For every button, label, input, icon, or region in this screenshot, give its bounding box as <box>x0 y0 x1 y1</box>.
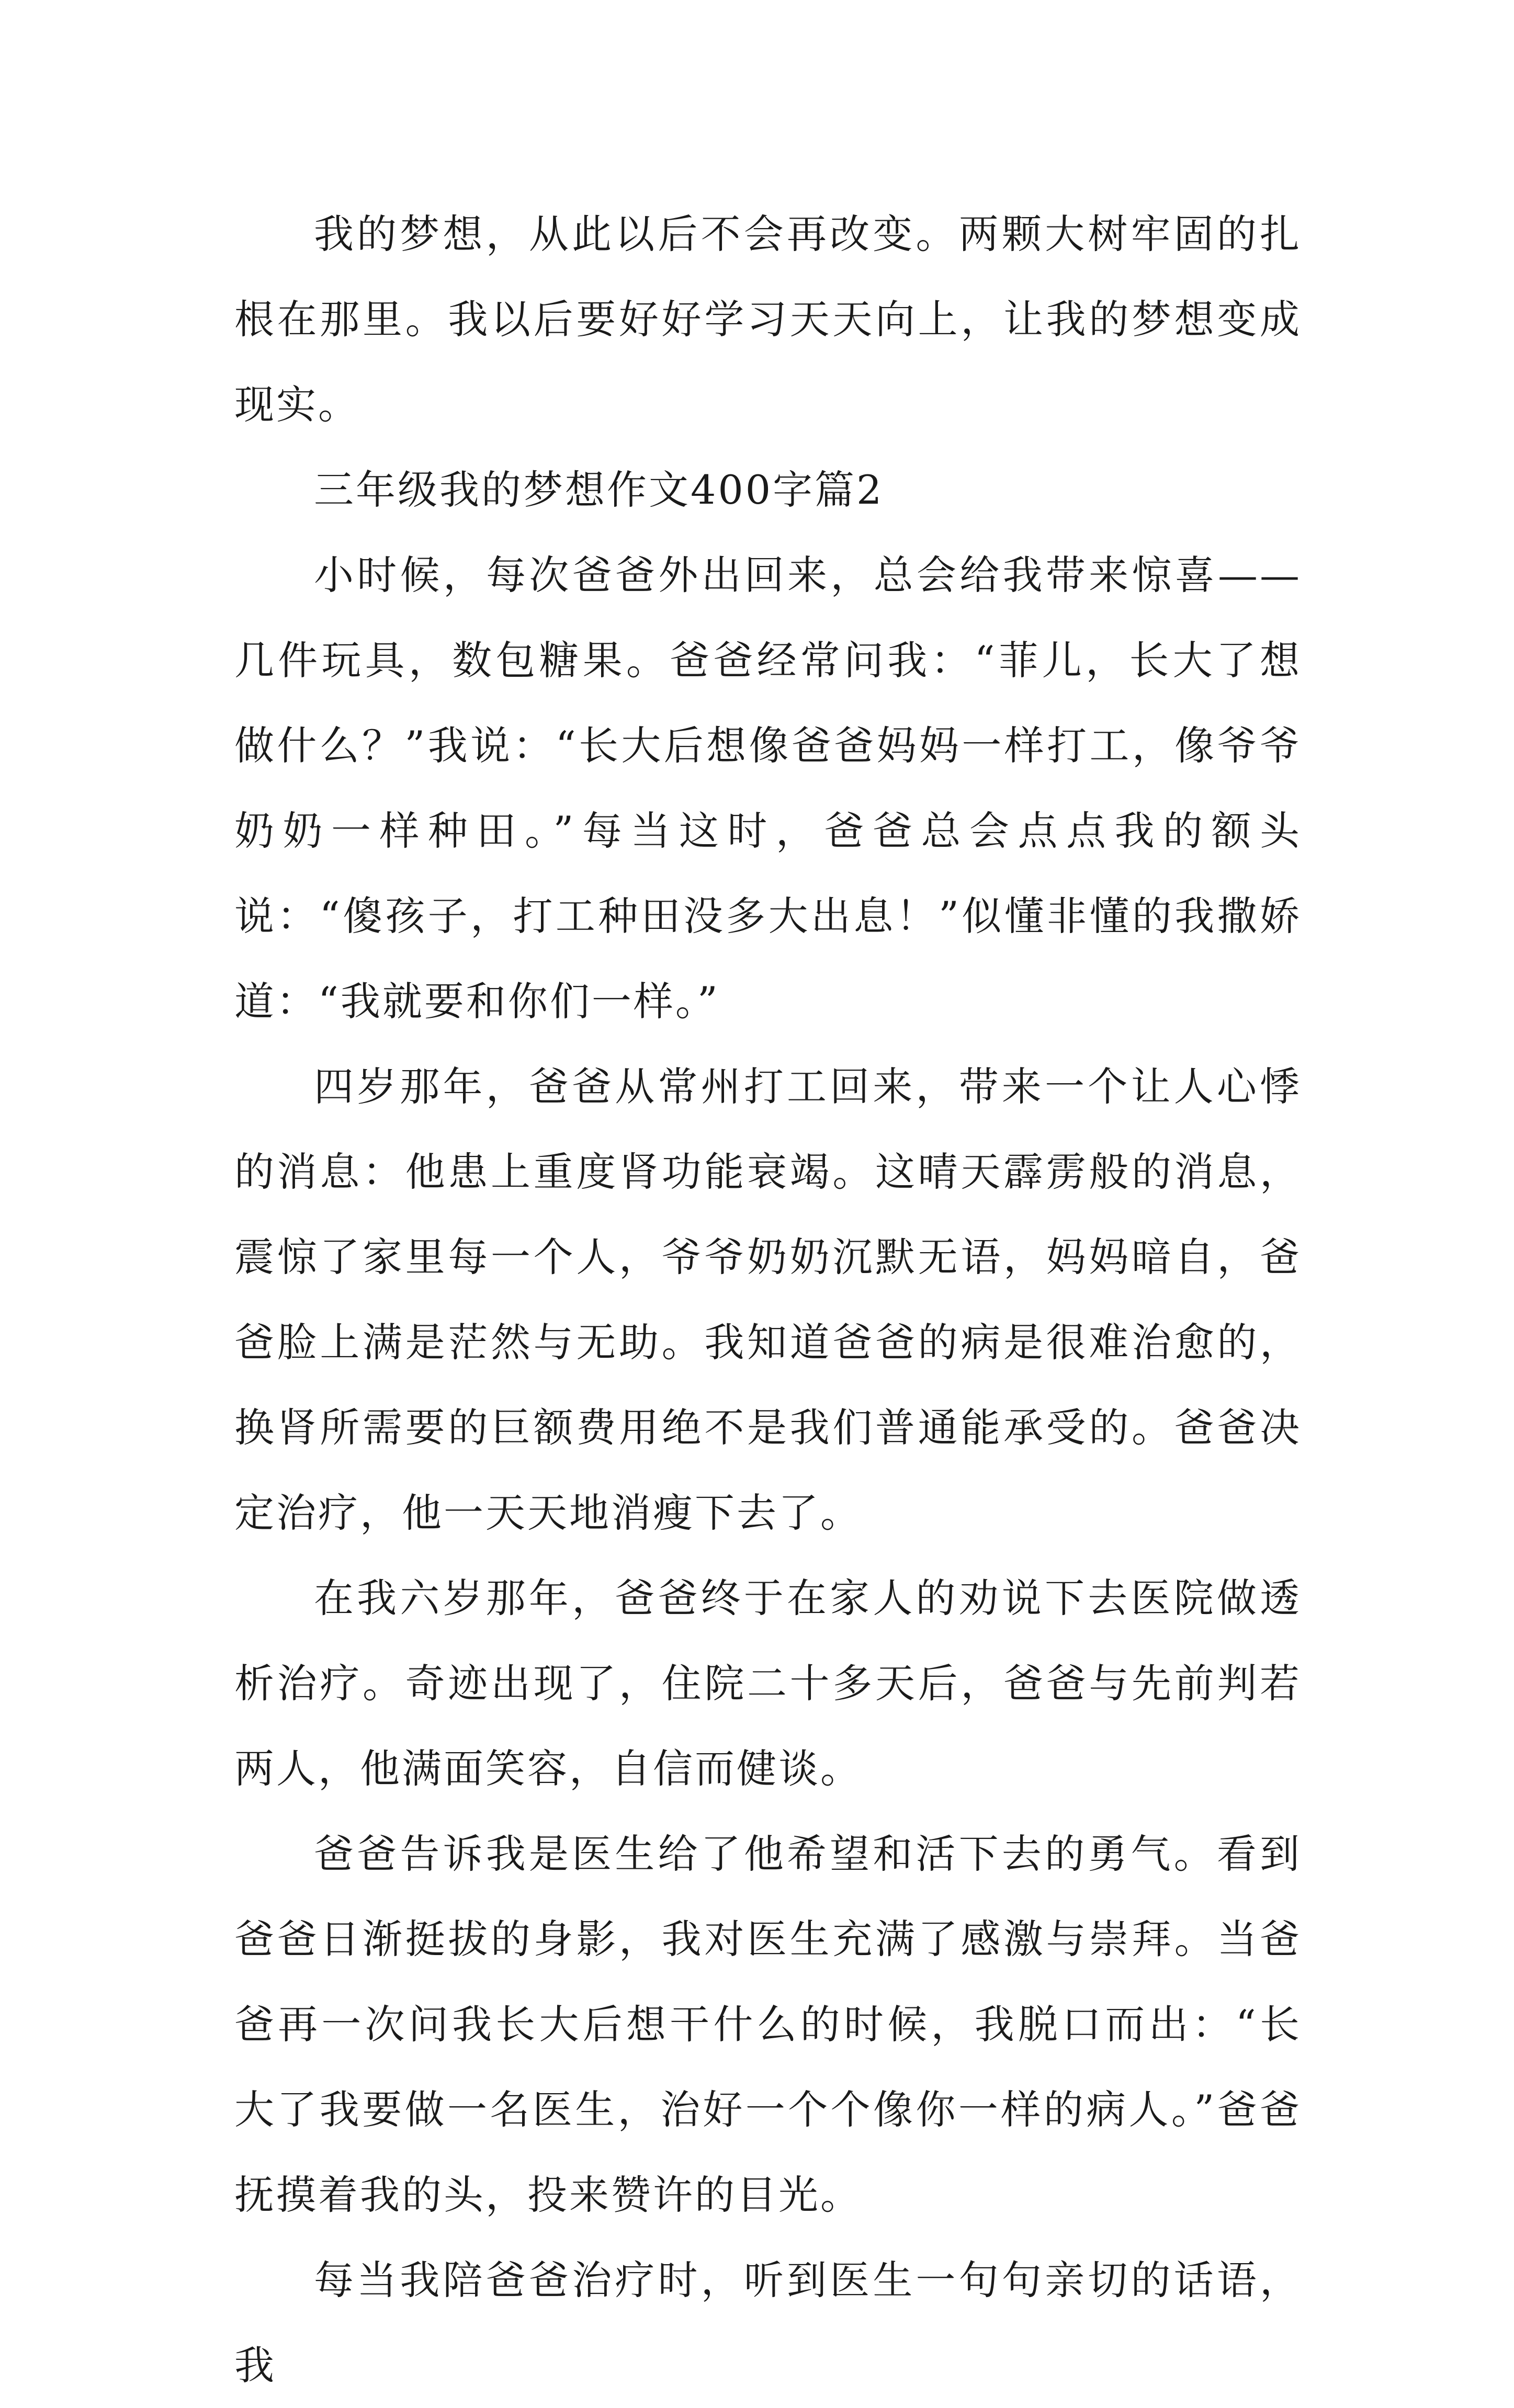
paragraph-6: 每当我陪爸爸治疗时，听到医生一句句亲切的话语，我 <box>234 2257 1302 2389</box>
paragraph-5: 爸爸告诉我是医生给了他希望和活下去的勇气。看到爸爸日渐挺拔的身影，我对医生充满了感激与崇拜。当爸爸再一次问我长大后想干什么的时候，我脱口而出：“长大了我要做一名医生，治好一个个像你一样的病人。”爸爸抚摸着我的头，投来赞许的目光。 <box>234 1831 1302 2218</box>
paragraph-3: 四岁那年，爸爸从常州打工回来，带来一个让人心悸的消息：他患上重度肾功能衰竭。这晴天霹雳般的消息，震惊了家里每一个人，爷爷奶奶沉默无语，妈妈暗自，爸爸脸上满是茫然与无助。我知道爸爸的病是很难治愈的，换肾所需要的巨额费用绝不是我们普通能承受的。爸爸决定治疗，他一天天地消瘦下去了。 <box>234 1063 1302 1536</box>
document-body <box>234 191 1302 2408</box>
section-heading: 三年级我的梦想作文400字篇2 <box>314 467 884 513</box>
paragraph-1: 我的梦想，从此以后不会再改变。两颗大树牢固的扎根在那里。我以后要好好学习天天向上，让我的梦想变成现实。 <box>234 211 1302 428</box>
paragraph-4: 在我六岁那年，爸爸终于在家人的劝说下去医院做透析治疗。奇迹出现了，住院二十多天后，爸爸与先前判若两人，他满面笑容，自信而健谈。 <box>234 1575 1302 1792</box>
paragraph-2: 小时候，每次爸爸外出回来，总会给我带来惊喜——几件玩具，数包糖果。爸爸经常问我：“菲儿，长大了想做什么？”我说：“长大后想像爸爸妈妈一样打工，像爷爷奶奶一样种田。”每当这时，爸爸总会点点我的额头说：“傻孩子，打工种田没多大出息！”似懂非懂的我撒娇道：“我就要和你们一样。” <box>234 552 1302 1025</box>
